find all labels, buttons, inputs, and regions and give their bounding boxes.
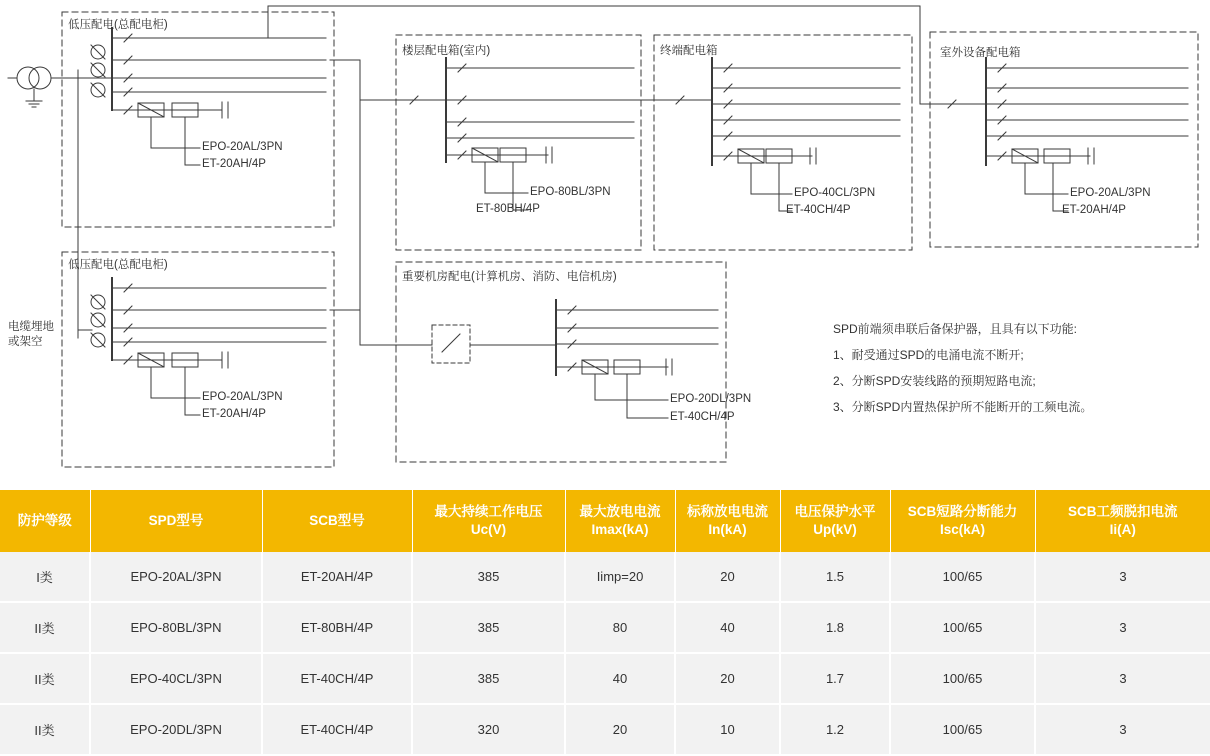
cell-1-5: 40 [675,602,780,653]
cell-3-5: 10 [675,704,780,755]
source-label-line1: 电缆埋地 [8,321,54,333]
col-header-5-l2: In(kA) [708,522,747,537]
cell-3-2: ET-40CH/4P [262,704,412,755]
col-header-4-l2: Imax(kA) [591,522,649,537]
notes-block [833,316,1092,420]
col-header-0-l1: 防护等级 [17,513,72,528]
cell-2-3: 385 [412,653,565,704]
box-outline-4 [396,262,726,462]
cell-1-6: 1.8 [780,602,890,653]
col-header-3-l1: 最大持续工作电压 [434,504,543,519]
col-header-8 [1035,490,1210,552]
cell-1-1: EPO-80BL/3PN [90,602,262,653]
note-line-0: SPD前端须串联后备保护器，且具有以下功能: [833,322,1078,336]
box-title-4: 重要机房配电(计算机房、消防、电信机房) [402,271,617,283]
transformer-coil-2 [29,67,51,89]
col-header-8-l2: Ii(A) [1109,522,1136,537]
col-header-2-l1: SCB型号 [309,513,365,528]
col-header-0 [0,490,90,552]
col-header-6-l1: 电压保护水平 [794,504,876,519]
cell-1-8: 3 [1035,602,1210,653]
spd-label-6: EPO-20AL/3PN [1070,187,1151,199]
col-header-2 [262,490,412,552]
note-line-3: 3、分断SPD内置热保护所不能断开的工频电流。 [833,400,1093,414]
cell-0-7: 100/65 [890,552,1035,602]
cell-2-2: ET-40CH/4P [262,653,412,704]
scb-label-3: ET-80BH/4P [476,203,540,215]
col-header-1-l1: SPD型号 [148,513,204,528]
col-header-1 [90,490,262,552]
cell-2-7: 100/65 [890,653,1035,704]
cell-2-1: EPO-40CL/3PN [90,653,262,704]
transformer-coil-1 [17,67,39,89]
col-header-7-l1: SCB短路分断能力 [907,504,1018,519]
cell-3-8: 3 [1035,704,1210,755]
source-label [8,320,54,350]
col-header-5 [675,490,780,552]
table-row [0,552,1210,602]
col-header-3-l2: Uc(V) [470,522,507,537]
spec-table [0,490,1210,756]
cell-2-0: II类 [0,653,90,704]
col-header-8-l1: SCB工频脱扣电流 [1067,504,1178,519]
box-outline-3 [396,35,641,250]
col-header-4 [565,490,675,552]
cell-3-4: 20 [565,704,675,755]
cell-2-6: 1.7 [780,653,890,704]
spd-label-2: EPO-20AL/3PN [202,391,283,403]
cell-0-1: EPO-20AL/3PN [90,552,262,602]
cell-1-4: 80 [565,602,675,653]
cell-2-5: 20 [675,653,780,704]
cell-3-3: 320 [412,704,565,755]
cell-0-0: I类 [0,552,90,602]
spd-label-3: EPO-80BL/3PN [530,186,611,198]
box-title-1: 低压配电(总配电柜) [68,19,168,31]
cell-2-4: 40 [565,653,675,704]
spd-label-5: EPO-40CL/3PN [794,187,876,199]
cell-0-8: 3 [1035,552,1210,602]
scb-label-6: ET-20AH/4P [1062,204,1126,216]
box-title-6: 室外设备配电箱 [940,47,1021,59]
box-title-3: 楼层配电箱(室内) [402,45,491,57]
cell-1-7: 100/65 [890,602,1035,653]
col-header-6 [780,490,890,552]
box-title-2: 低压配电(总配电柜) [68,259,168,271]
cell-3-1: EPO-20DL/3PN [90,704,262,755]
cell-3-6: 1.2 [780,704,890,755]
cell-1-0: II类 [0,602,90,653]
spd-label-4: EPO-20DL/3PN [670,393,752,405]
note-line-2: 2、分断SPD安装线路的预期短路电流; [833,374,1036,388]
col-header-4-l1: 最大放电电流 [579,504,661,519]
cell-3-0: II类 [0,704,90,755]
note-line-1: 1、耐受通过SPD的电涌电流不断开; [833,348,1024,362]
cell-0-5: 20 [675,552,780,602]
spd-label-1: EPO-20AL/3PN [202,141,283,153]
scb-label-1: ET-20AH/4P [202,158,266,170]
cell-0-2: ET-20AH/4P [262,552,412,602]
box-outline-1 [62,12,334,227]
table-row [0,704,1210,755]
table-header-row [0,490,1210,552]
col-header-7-l2: Isc(kA) [939,522,985,537]
box-title-5: 终端配电箱 [660,45,718,57]
col-header-5-l1: 标称放电电流 [687,504,768,519]
cell-1-2: ET-80BH/4P [262,602,412,653]
col-header-3 [412,490,565,552]
col-header-7 [890,490,1035,552]
box-outline-5 [654,35,912,250]
important-room-block [432,325,470,363]
table-row [0,653,1210,704]
col-header-6-l2: Up(kV) [813,522,857,537]
cell-0-3: 385 [412,552,565,602]
scb-label-2: ET-20AH/4P [202,408,266,420]
cell-2-8: 3 [1035,653,1210,704]
cell-1-3: 385 [412,602,565,653]
cell-0-6: 1.5 [780,552,890,602]
cell-0-4: Iimp=20 [565,552,675,602]
scb-label-4: ET-40CH/4P [670,411,735,423]
source-label-line2: 或架空 [8,336,43,348]
table-row [0,602,1210,653]
scb-label-5: ET-40CH/4P [786,204,851,216]
cell-3-7: 100/65 [890,704,1035,755]
